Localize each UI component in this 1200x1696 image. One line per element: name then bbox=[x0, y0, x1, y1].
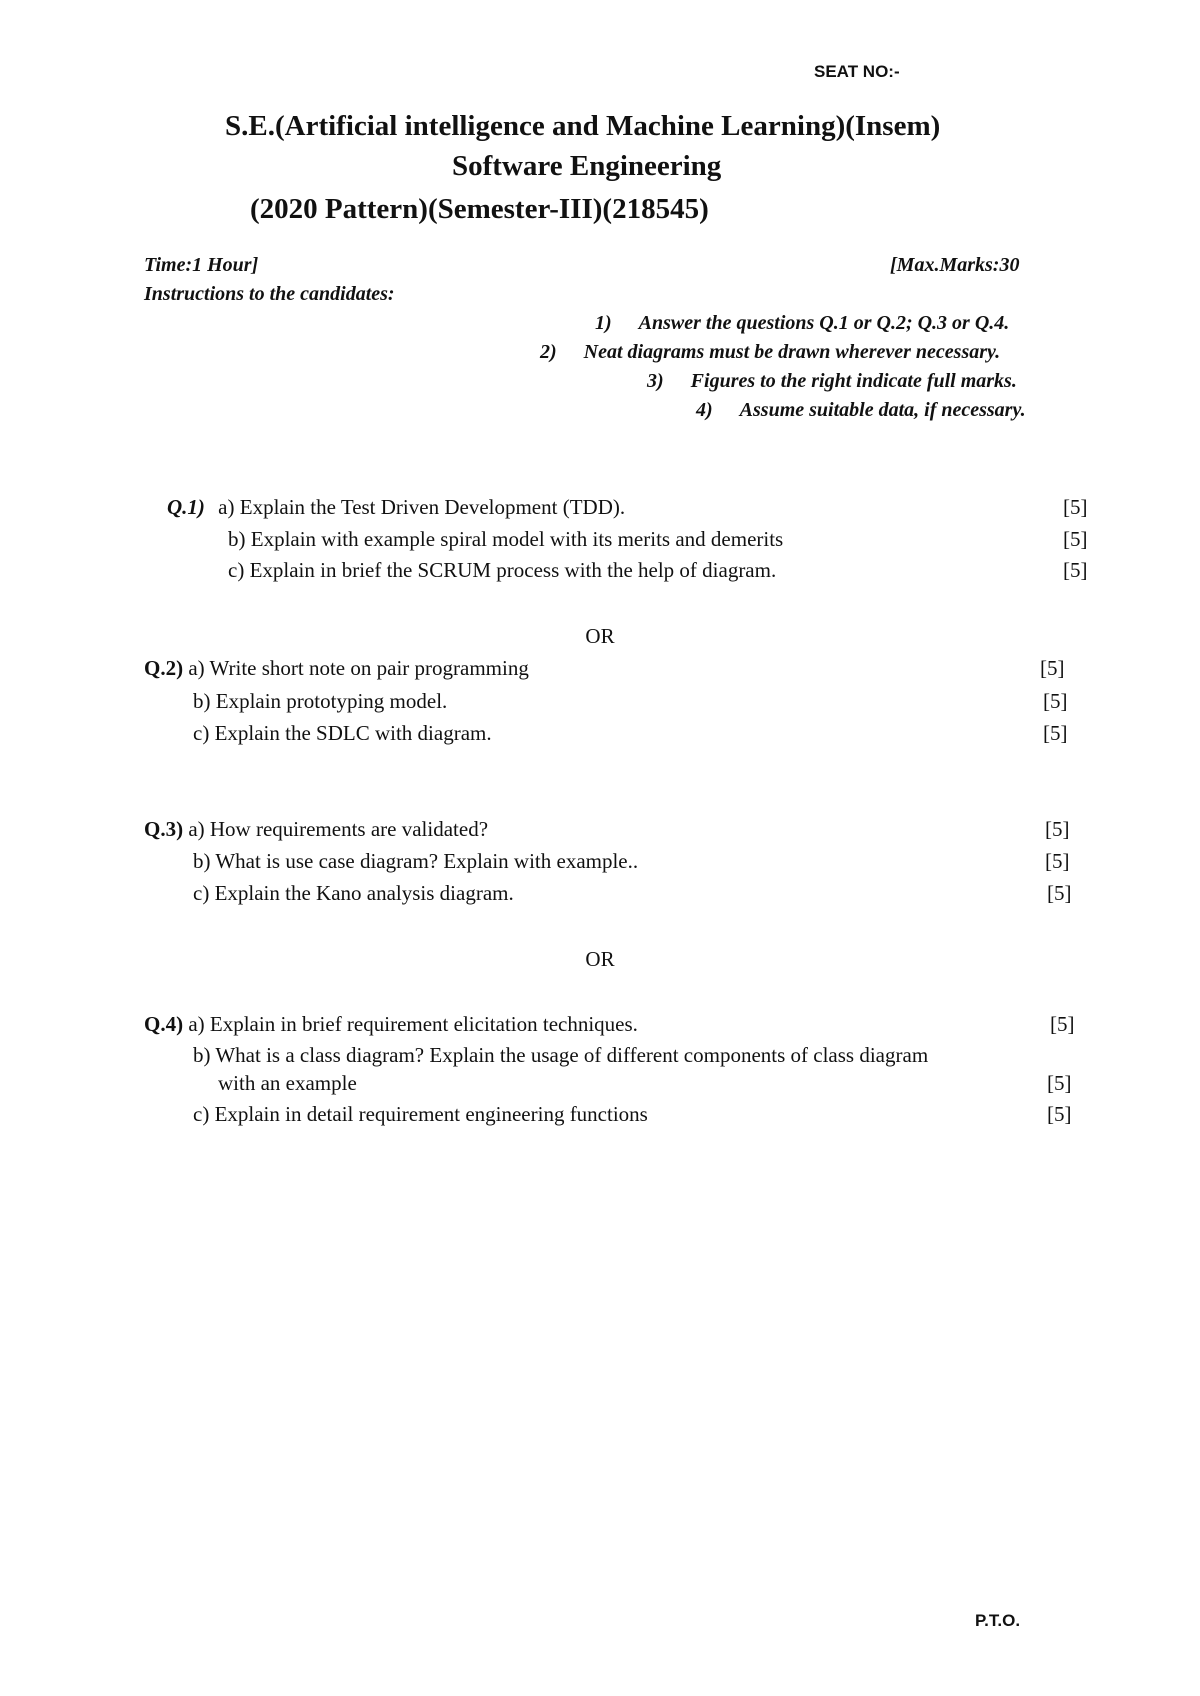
seat-number-label: SEAT NO:- bbox=[814, 62, 900, 81]
marks-value: [5] bbox=[1063, 495, 1088, 519]
question-1-part-b: b) Explain with example spiral model with its merits and demerits bbox=[228, 527, 784, 551]
or-separator: OR bbox=[585, 947, 615, 971]
or-separator: OR bbox=[585, 624, 615, 648]
instruction-number: 4) bbox=[696, 399, 713, 421]
marks-value: [5] bbox=[1050, 1012, 1075, 1036]
question-2-part-b: b) Explain prototyping model. bbox=[193, 689, 448, 713]
question-4-part-c: c) Explain in detail requirement engineering functions bbox=[193, 1102, 648, 1126]
question-1-part-a bbox=[167, 495, 625, 520]
instruction-item bbox=[540, 341, 1000, 364]
instruction-item bbox=[595, 312, 1009, 335]
instruction-text: Neat diagrams must be drawn wherever necessary. bbox=[583, 341, 1001, 363]
marks-value: [5] bbox=[1040, 656, 1065, 680]
subject-title: Software Engineering bbox=[452, 150, 722, 182]
question-text: a) How requirements are validated? bbox=[188, 817, 489, 841]
question-text: a) Explain in brief requirement elicitation techniques. bbox=[188, 1012, 638, 1036]
question-3-part-a bbox=[144, 817, 488, 842]
marks-value: [5] bbox=[1047, 881, 1072, 905]
question-1-label: Q.1) bbox=[167, 495, 205, 519]
instruction-item bbox=[696, 399, 1026, 422]
marks-value: [5] bbox=[1043, 721, 1068, 745]
marks-value: [5] bbox=[1063, 527, 1088, 551]
marks-value: [5] bbox=[1047, 1071, 1072, 1095]
instruction-text: Assume suitable data, if necessary. bbox=[739, 399, 1026, 421]
question-4-part-b-line1: b) What is a class diagram? Explain the usage of different components of class diagram bbox=[193, 1043, 929, 1067]
instruction-text: Figures to the right indicate full marks. bbox=[690, 370, 1017, 392]
question-text: a) Explain the Test Driven Development (TDD). bbox=[218, 495, 626, 519]
marks-value: [5] bbox=[1045, 817, 1070, 841]
course-title: S.E.(Artificial intelligence and Machine Learning)(Insem) bbox=[225, 110, 941, 142]
marks-value: [5] bbox=[1045, 849, 1070, 873]
instruction-number: 3) bbox=[647, 370, 664, 392]
instructions-heading: Instructions to the candidates: bbox=[144, 283, 395, 305]
instruction-number: 2) bbox=[540, 341, 557, 363]
question-4-part-b-line2: with an example bbox=[218, 1071, 357, 1095]
question-text: a) Write short note on pair programming bbox=[188, 656, 529, 680]
question-3-part-c: c) Explain the Kano analysis diagram. bbox=[193, 881, 514, 905]
question-4-part-a bbox=[144, 1012, 638, 1037]
question-2-part-c: c) Explain the SDLC with diagram. bbox=[193, 721, 492, 745]
instruction-text: Answer the questions Q.1 or Q.2; Q.3 or Q.4. bbox=[638, 312, 1010, 334]
question-4-label: Q.4) bbox=[144, 1012, 184, 1036]
page-turn-over-label: P.T.O. bbox=[975, 1611, 1021, 1630]
marks-value: [5] bbox=[1047, 1102, 1072, 1126]
question-2-label: Q.2) bbox=[144, 656, 184, 680]
question-3-label: Q.3) bbox=[144, 817, 184, 841]
exam-time: Time:1 Hour] bbox=[144, 254, 259, 276]
question-1-part-c: c) Explain in brief the SCRUM process with the help of diagram. bbox=[228, 558, 777, 582]
max-marks: [Max.Marks:30 bbox=[890, 254, 1020, 276]
instruction-number: 1) bbox=[595, 312, 612, 334]
pattern-semester-code: (2020 Pattern)(Semester-III)(218545) bbox=[250, 193, 709, 225]
question-3-part-b: b) What is use case diagram? Explain with example.. bbox=[193, 849, 639, 873]
instruction-item bbox=[647, 370, 1017, 393]
marks-value: [5] bbox=[1063, 558, 1088, 582]
marks-value: [5] bbox=[1043, 689, 1068, 713]
question-2-part-a bbox=[144, 656, 529, 681]
